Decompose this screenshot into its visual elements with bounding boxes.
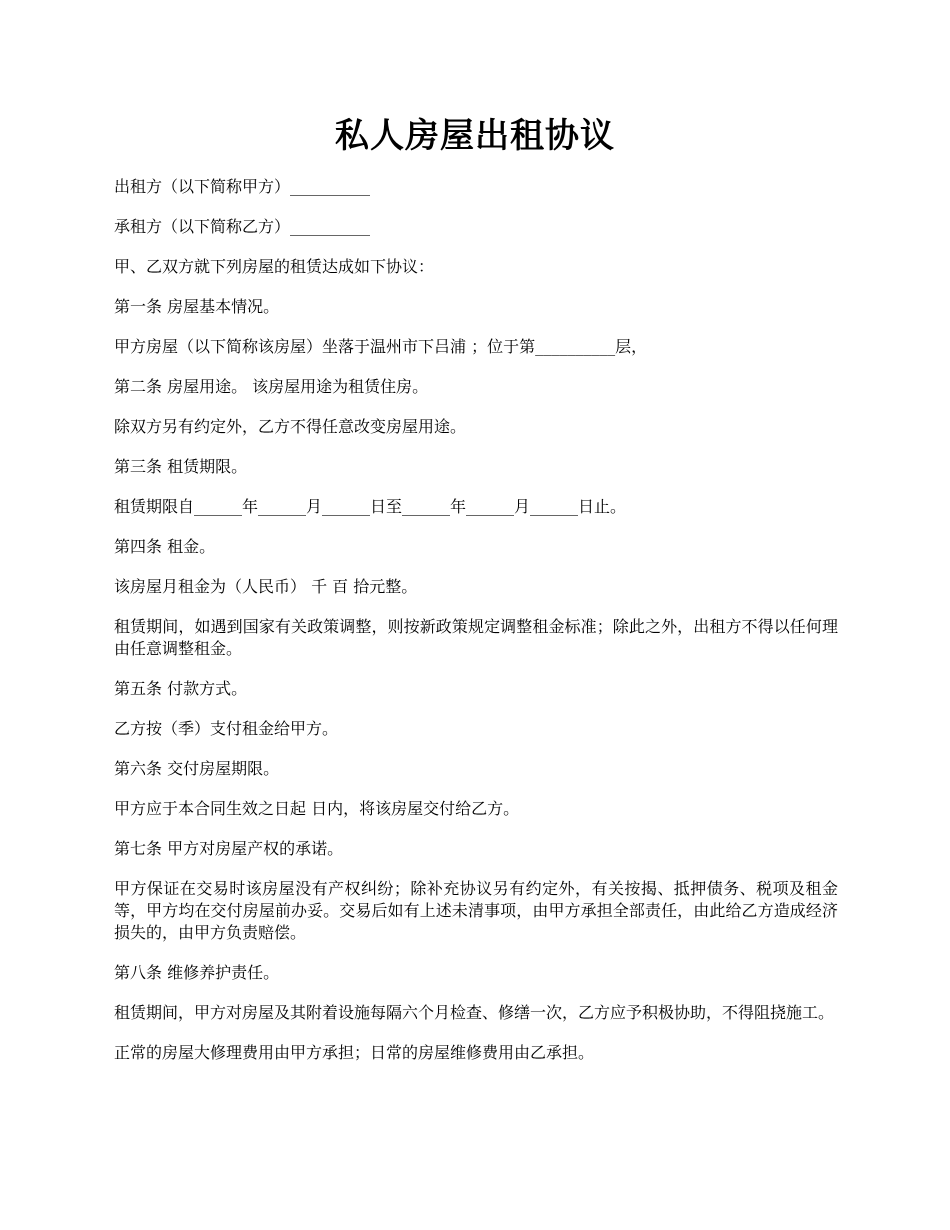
article-7-heading: 第七条 甲方对房屋产权的承诺。 bbox=[114, 839, 344, 858]
party-a-line: 出租方（以下简称甲方）__________ bbox=[114, 177, 371, 196]
article-3-heading: 第三条 租赁期限。 bbox=[114, 457, 248, 476]
article-3-text: 租赁期限自______年______月______日至______年______月______日止。 bbox=[114, 497, 627, 516]
agreement-intro: 甲、乙双方就下列房屋的租赁达成如下协议： bbox=[114, 257, 435, 276]
article-5-heading: 第五条 付款方式。 bbox=[114, 679, 248, 698]
document-title: 私人房屋出租协议 bbox=[335, 116, 615, 156]
article-2-heading: 第二条 房屋用途。 该房屋用途为租赁住房。 bbox=[114, 377, 429, 396]
article-6-heading: 第六条 交付房屋期限。 bbox=[114, 759, 280, 778]
article-1-text: 甲方房屋（以下简称该房屋）坐落于温州市下吕浦 ；位于第__________层， bbox=[114, 337, 648, 356]
article-4-rent: 该房屋月租金为（人民币） 千 百 拾元整。 bbox=[114, 577, 418, 596]
article-6-text: 甲方应于本合同生效之日起 日内，将该房屋交付给乙方。 bbox=[114, 799, 520, 818]
article-8-heading: 第八条 维修养护责任。 bbox=[114, 963, 280, 982]
article-5-text: 乙方按（季）支付租金给甲方。 bbox=[114, 719, 339, 738]
party-b-line: 承租方（以下简称乙方）__________ bbox=[114, 217, 371, 236]
article-2-text: 除双方另有约定外，乙方不得任意改变房屋用途。 bbox=[114, 417, 467, 436]
article-4-text: 租赁期间，如遇到国家有关政策调整，则按新政策规定调整租金标准；除此之外，出租方不得以任何理由任意调整租金。 bbox=[114, 617, 838, 658]
article-1-heading: 第一条 房屋基本情况。 bbox=[114, 297, 280, 316]
document-body bbox=[114, 176, 838, 1082]
article-8-text: 租赁期间，甲方对房屋及其附着设施每隔六个月检查、修缮一次，乙方应予积极协助，不得阻挠施工。 bbox=[114, 1003, 835, 1022]
article-8-costs: 正常的房屋大修理费用由甲方承担；日常的房屋维修费用由乙承担。 bbox=[114, 1043, 595, 1062]
article-4-heading: 第四条 租金。 bbox=[114, 537, 216, 556]
article-7-text: 甲方保证在交易时该房屋没有产权纠纷；除补充协议另有约定外，有关按揭、抵押债务、税项及租金等，甲方均在交付房屋前办妥。交易后如有上述未清事项，由甲方承担全部责任，由此给乙方造成经济损失的，由甲方负责赔偿。 bbox=[114, 879, 838, 942]
